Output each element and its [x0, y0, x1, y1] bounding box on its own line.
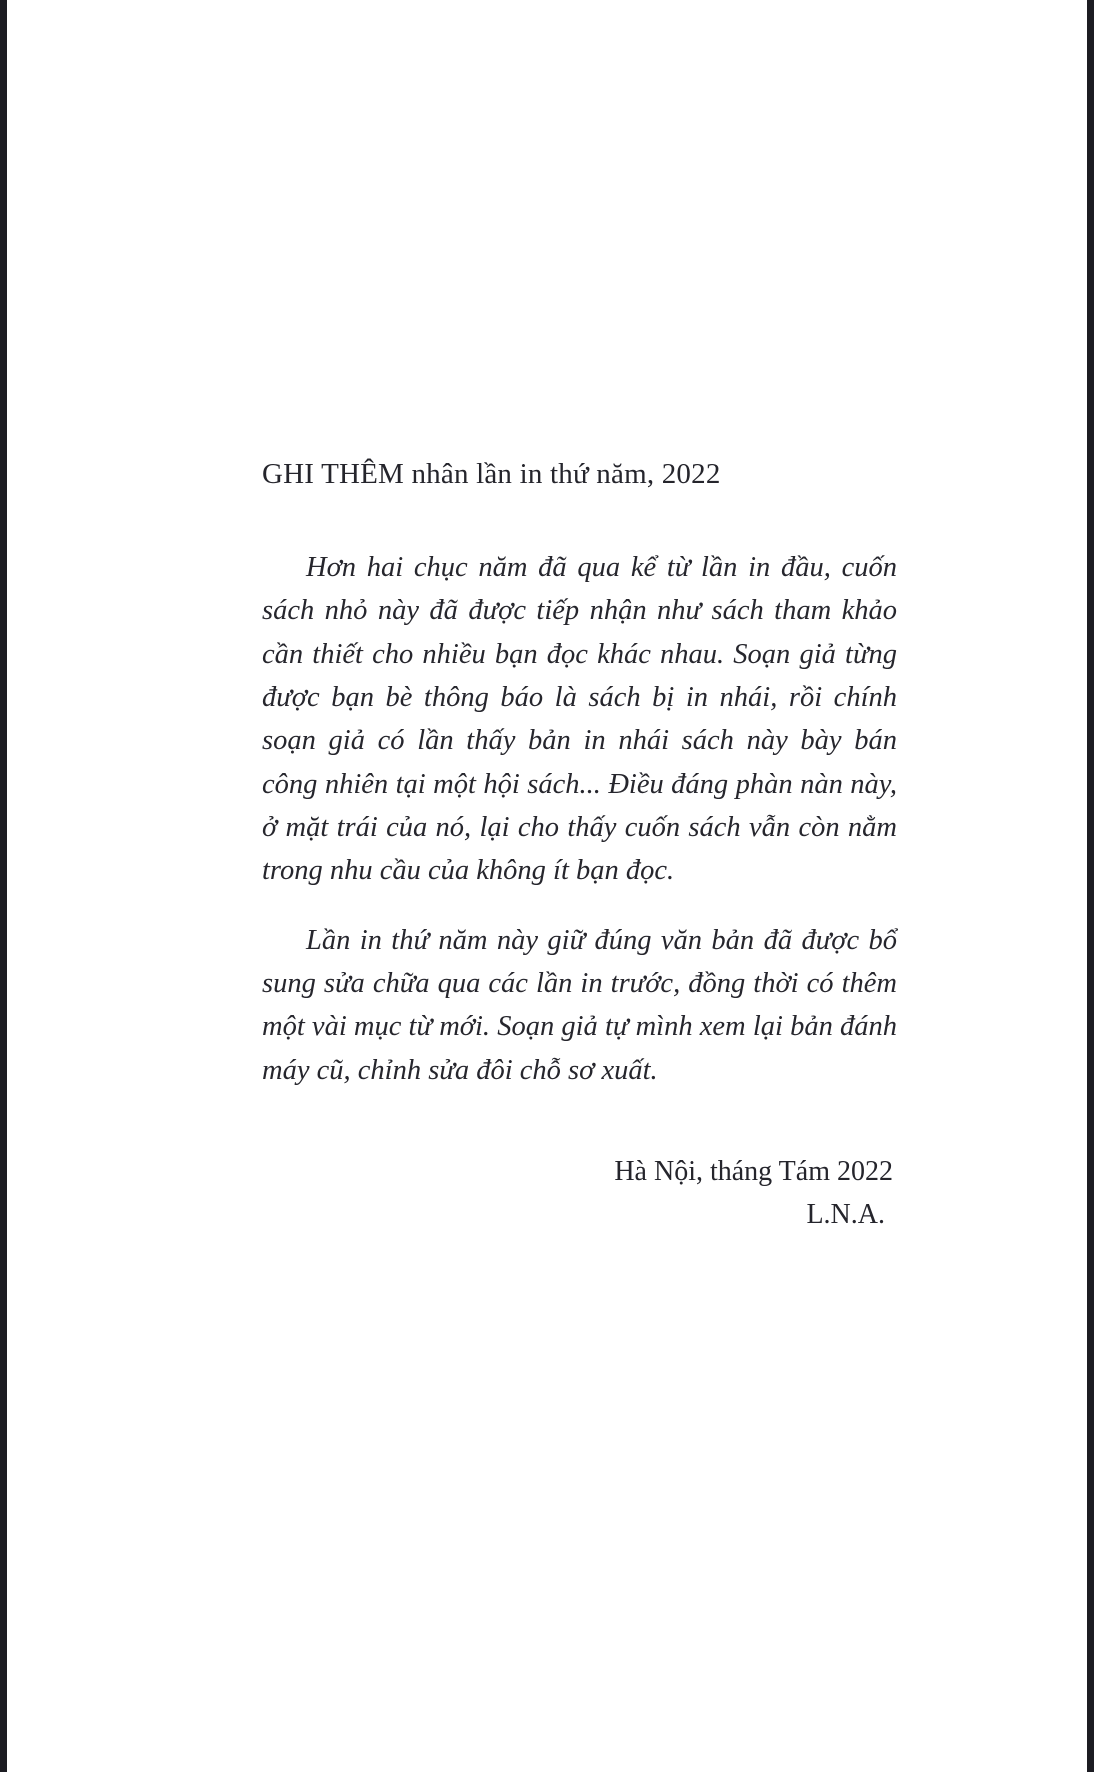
page-content — [262, 455, 897, 1237]
signature-block — [262, 1150, 897, 1237]
body-paragraph-2: Lần in thứ năm này giữ đúng văn bản đã được bổ sung sửa chữa qua các lần in trước, đồng thời có thêm một vài mục từ mới. Soạn giả tự mình xem lại bản đánh máy cũ, chỉnh sửa đôi chỗ sơ xuất. — [262, 924, 897, 1086]
book-page — [7, 0, 1087, 1772]
page-edge-right — [1087, 0, 1094, 1772]
signature-place-date: Hà Nội, tháng Tám 2022 — [614, 1155, 893, 1187]
body-paragraph-1: Hơn hai chục năm đã qua kể từ lần in đầu, cuốn sách nhỏ này đã được tiếp nhận như sách tham khảo cần thiết cho nhiều bạn đọc khác nhau. Soạn giả từng được bạn bè thông báo là sách bị in nhái, rồi chính soạn giả có lần thấy bản in nhái sách này bày bán công nhiên tại một hội sách... Điều đáng phàn nàn này, ở mặt trái của nó, lại cho thấy cuốn sách vẫn còn nằm trong nhu cầu của không ít bạn đọc. — [262, 552, 897, 887]
signature-author-initials: L.N.A. — [806, 1199, 885, 1231]
page-edge-left — [0, 0, 7, 1772]
page-title: GHI THÊM nhân lần in thứ năm, 2022 — [262, 458, 721, 490]
